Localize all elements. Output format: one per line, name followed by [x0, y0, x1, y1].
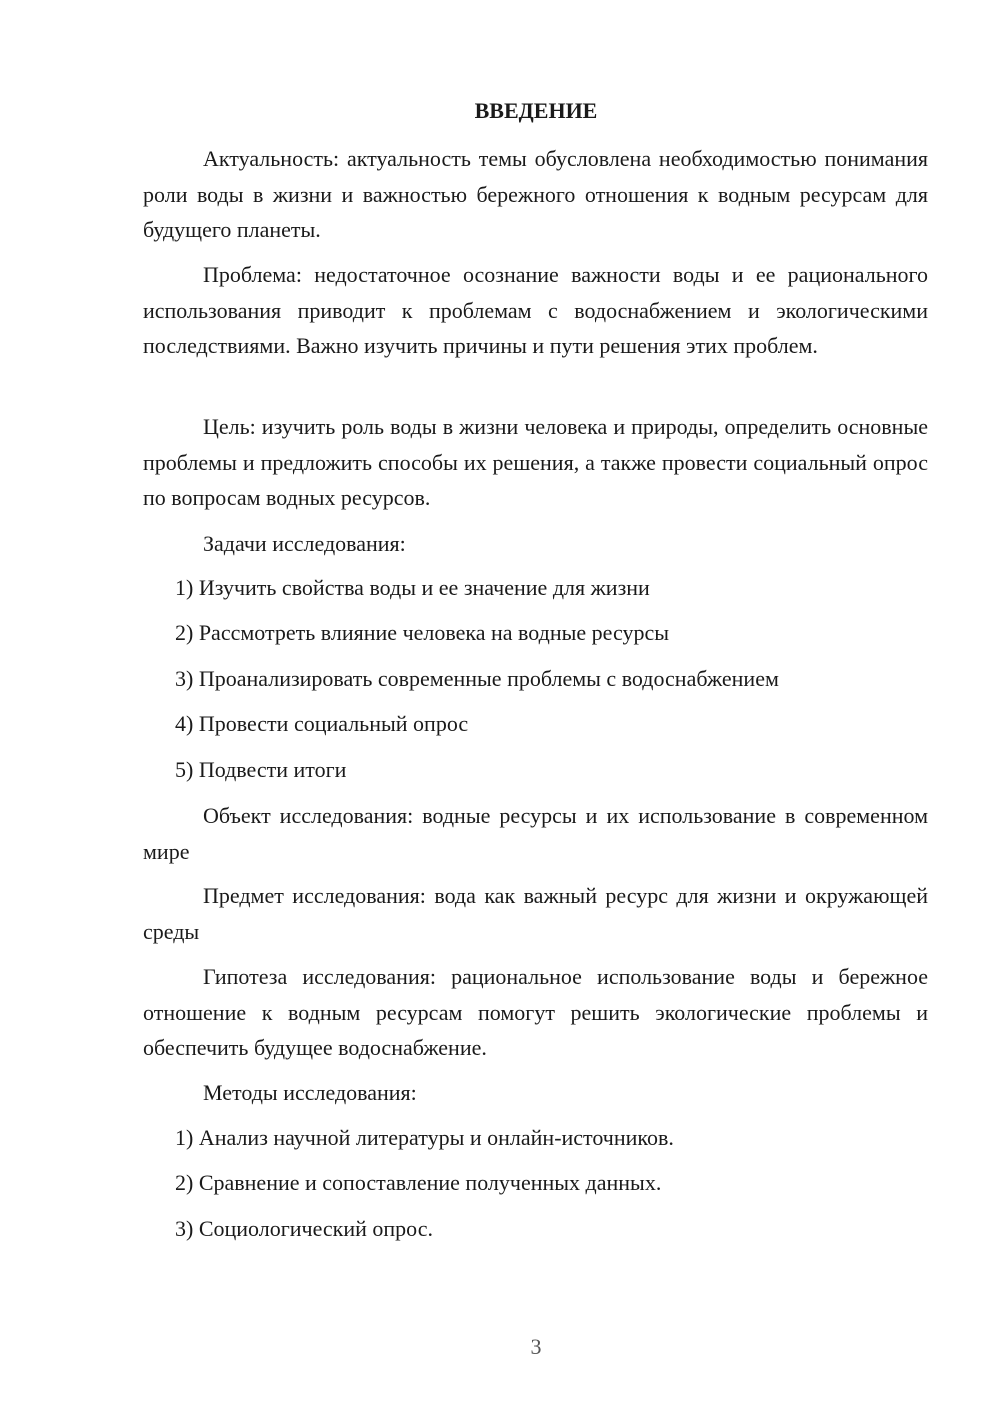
page-title: ВВЕДЕНИЕ: [474, 98, 598, 123]
task-item: 4) Провести социальный опрос: [175, 711, 469, 736]
method-item: 2) Сравнение и сопоставление полученных данных.: [175, 1170, 662, 1195]
task-item: 5) Подвести итоги: [175, 757, 347, 782]
object-paragraph: Объект исследования: водные ресурсы и их использование в современном мире: [143, 803, 928, 864]
method-item: 1) Анализ научной литературы и онлайн-источников.: [175, 1125, 674, 1150]
task-item: 3) Проанализировать современные проблемы с водоснабжением: [175, 666, 779, 691]
page-number: 3: [530, 1334, 542, 1359]
relevance-paragraph: Актуальность: актуальность темы обусловлена необходимостью понимания роли воды в жизни и важностью бережного отношения к водным ресурсам для будущего планеты.: [143, 146, 928, 242]
tasks-heading: Задачи исследования:: [203, 531, 406, 556]
method-item: 3) Социологический опрос.: [175, 1216, 433, 1241]
subject-paragraph: Предмет исследования: вода как важный ресурс для жизни и окружающей среды: [143, 883, 928, 944]
problem-paragraph: Проблема: недостаточное осознание важности воды и ее рационального использования приводит к проблемам с водоснабжением и экологическими последствиями. Важно изучить причины и пути решения этих проблем.: [143, 262, 928, 358]
task-item: 1) Изучить свойства воды и ее значение для жизни: [175, 575, 650, 600]
methods-heading: Методы исследования:: [203, 1080, 417, 1105]
task-item: 2) Рассмотреть влияние человека на водные ресурсы: [175, 620, 670, 645]
goal-paragraph: Цель: изучить роль воды в жизни человека и природы, определить основные проблемы и предложить способы их решения, а также провести социальный опрос по вопросам водных ресурсов.: [143, 414, 928, 510]
hypothesis-paragraph: Гипотеза исследования: рациональное использование воды и бережное отношение к водным ресурсам помогут решить экологические проблемы и обеспечить будущее водоснабжение.: [143, 964, 928, 1060]
